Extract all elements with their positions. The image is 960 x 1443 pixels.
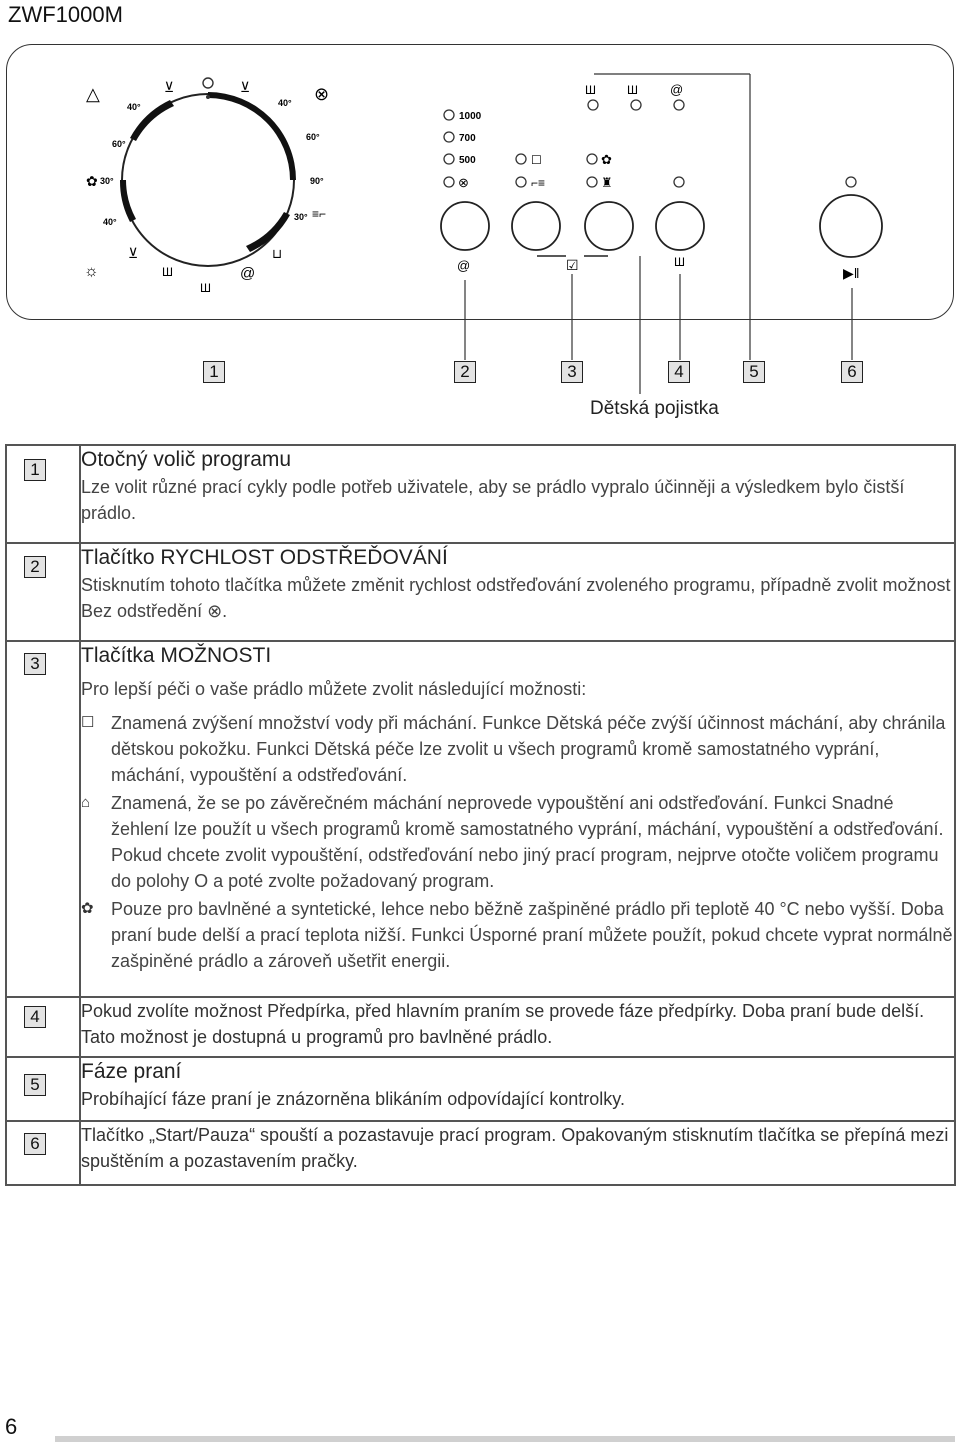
dial-label: 40° [127, 102, 141, 112]
easy-iron-icon: ⌐≡ [531, 176, 546, 190]
option-text: Znamená, že se po závěrečném máchání neprovede vypouštění ani odstřeďování. Funkci Snadné žehlení lze použít u všech programů kromě samostatného vyprání, máchání, vypouštění a odstřeďování. Pokud chcete zvolit vypouštění, odstřeďování nebo jiný prací program, nejprve otočte voličem programu do polohy O a poté zvolte požadovaný program. [111, 793, 944, 891]
child-lock-label: Dětská pojistka [590, 398, 719, 419]
extra-rinse-icon: ☐ [531, 153, 542, 167]
callout-3: 3 [561, 361, 583, 383]
row-number: 2 [24, 556, 46, 578]
prewash-option-icon: ♜ [601, 175, 613, 190]
wash-icon: ⊻ [164, 79, 175, 95]
speed-label: 700 [459, 133, 476, 144]
child-lock-key-icon: ☑ [566, 257, 579, 273]
dial-label: 60° [306, 132, 320, 142]
wool-icon: ☼ [84, 263, 99, 280]
callout-1: 1 [203, 361, 225, 383]
wash-icon: ⊻ [240, 79, 251, 95]
easy-iron-icon: ⌂ [81, 794, 91, 811]
dial-label: 40° [103, 217, 117, 227]
prewash-button [656, 202, 704, 250]
panel-drawing [0, 0, 960, 430]
hand-wash-icon: ⊻ [128, 245, 139, 261]
table-row [6, 1121, 955, 1185]
section-title: Fáze praní [81, 1060, 182, 1083]
dial-label: 30° [294, 212, 308, 222]
wash-phase-icon: Ш [585, 83, 596, 97]
drain-icon: ⊔ [272, 246, 283, 261]
section-text: Tlačítko „Start/Pauza“ spouští a pozastavuje prací program. Opakovaným stisknutím tlačítka se přepíná mezi spuštěním a pozastavením pračky. [81, 1125, 949, 1171]
eco-icon: ✿ [81, 900, 94, 917]
dial-label: 40° [278, 98, 292, 108]
row-number: 6 [24, 1133, 46, 1155]
row-number: 1 [24, 459, 46, 481]
option-text: Pouze pro bavlněné a syntetické, lehce nebo běžně zašpiněné prádlo při teplotě 40 °C nebo vyšší. Doba praní bude delší a prací teplota nižší. Funkci Úsporné praní můžete použít, pokud chcete vyprat normálně zašpiněné prádlo a zároveň ušetřit energii. [111, 899, 953, 971]
table-row [6, 445, 955, 543]
section-title: Otočný volič programu [81, 448, 292, 471]
section-text: Lze volit různé prací cykly podle potřeb uživatele, aby se prádlo vypralo účinněji a výsledkem bylo čistší prádlo. [81, 477, 905, 523]
speed-label: 1000 [459, 111, 482, 122]
table-row [6, 997, 955, 1057]
model-name: ZWF1000M [8, 2, 123, 27]
dial-label: 90° [310, 176, 324, 186]
cotton-icon: △ [86, 84, 100, 104]
rinse-phase-icon: Ш [627, 83, 638, 97]
synthetics-icon: ✿ [86, 173, 98, 189]
spin-icon: @ [240, 265, 256, 282]
callout-6: 6 [841, 361, 863, 383]
table-row [6, 1057, 955, 1121]
no-spin-icon: ⊗ [458, 175, 469, 190]
row-number: 3 [24, 653, 46, 675]
section-title: Tlačítka MOŽNOSTI [81, 644, 272, 667]
dial-label: 30° [100, 176, 114, 186]
prewash-icon: Ш [674, 255, 685, 269]
option-item [81, 896, 954, 974]
section-text: Probíhající fáze praní je znázorněna blikáním odpovídající kontrolky. [81, 1089, 625, 1109]
row-number: 4 [24, 1006, 46, 1028]
footer-bar [55, 1436, 955, 1442]
callout-2: 2 [454, 361, 476, 383]
spin-speed-button [441, 202, 489, 250]
section-text: Pokud zvolíte možnost Předpírka, před hlavním praním se provede fáze předpírky. Doba praní bude delší. Tato možnost je dostupná u programů pro bavlněné prádlo. [81, 1001, 925, 1047]
section-text: Pro lepší péči o vaše prádlo můžete zvolit následující možnosti: [81, 679, 587, 699]
extra-rinse-icon: ☐ [81, 714, 95, 731]
option-text: Znamená zvýšení množství vody při máchání. Funkce Dětská péče zvýší účinnost máchání, aby chránila dětskou pokožku. Funkci Dětská péče lze zvolit u všech programů kromě samostatného vyprání, máchání, vypouštění a odstřeďování. [111, 713, 946, 785]
rinse-icon: Ш [162, 265, 173, 279]
section-title: Tlačítko RYCHLOST ODSTŘEĎOVÁNÍ [81, 546, 448, 569]
page-number: 6 [5, 1414, 18, 1439]
dial-label: 60° [112, 139, 126, 149]
row-number: 5 [24, 1074, 46, 1096]
callout-4: 4 [668, 361, 690, 383]
eco-option-icon: ✿ [601, 152, 612, 167]
start-pause-icon: ▶‖ [843, 265, 860, 281]
easy-iron-icon: ≡⌐ [312, 207, 327, 221]
spin-icon: @ [457, 258, 471, 273]
callout-5: 5 [743, 361, 765, 383]
option-button-1 [512, 202, 560, 250]
option-item [81, 790, 954, 894]
spin-phase-icon: @ [670, 82, 684, 97]
section-text: Stisknutím tohoto tlačítka můžete změnit rychlost odstřeďování zvoleného programu, případně zvolit možnost Bez odstředění ⊗. [81, 575, 951, 621]
start-pause-button [820, 195, 882, 257]
drain-icon: Ш [200, 281, 211, 295]
option-button-2 [585, 202, 633, 250]
speed-label: 500 [459, 155, 476, 166]
dial-indicator-dot [203, 78, 213, 88]
description-table [5, 444, 956, 1186]
table-row [6, 641, 955, 997]
table-row [6, 543, 955, 641]
option-item [81, 710, 954, 788]
eco-icon: ⊗ [314, 84, 330, 104]
